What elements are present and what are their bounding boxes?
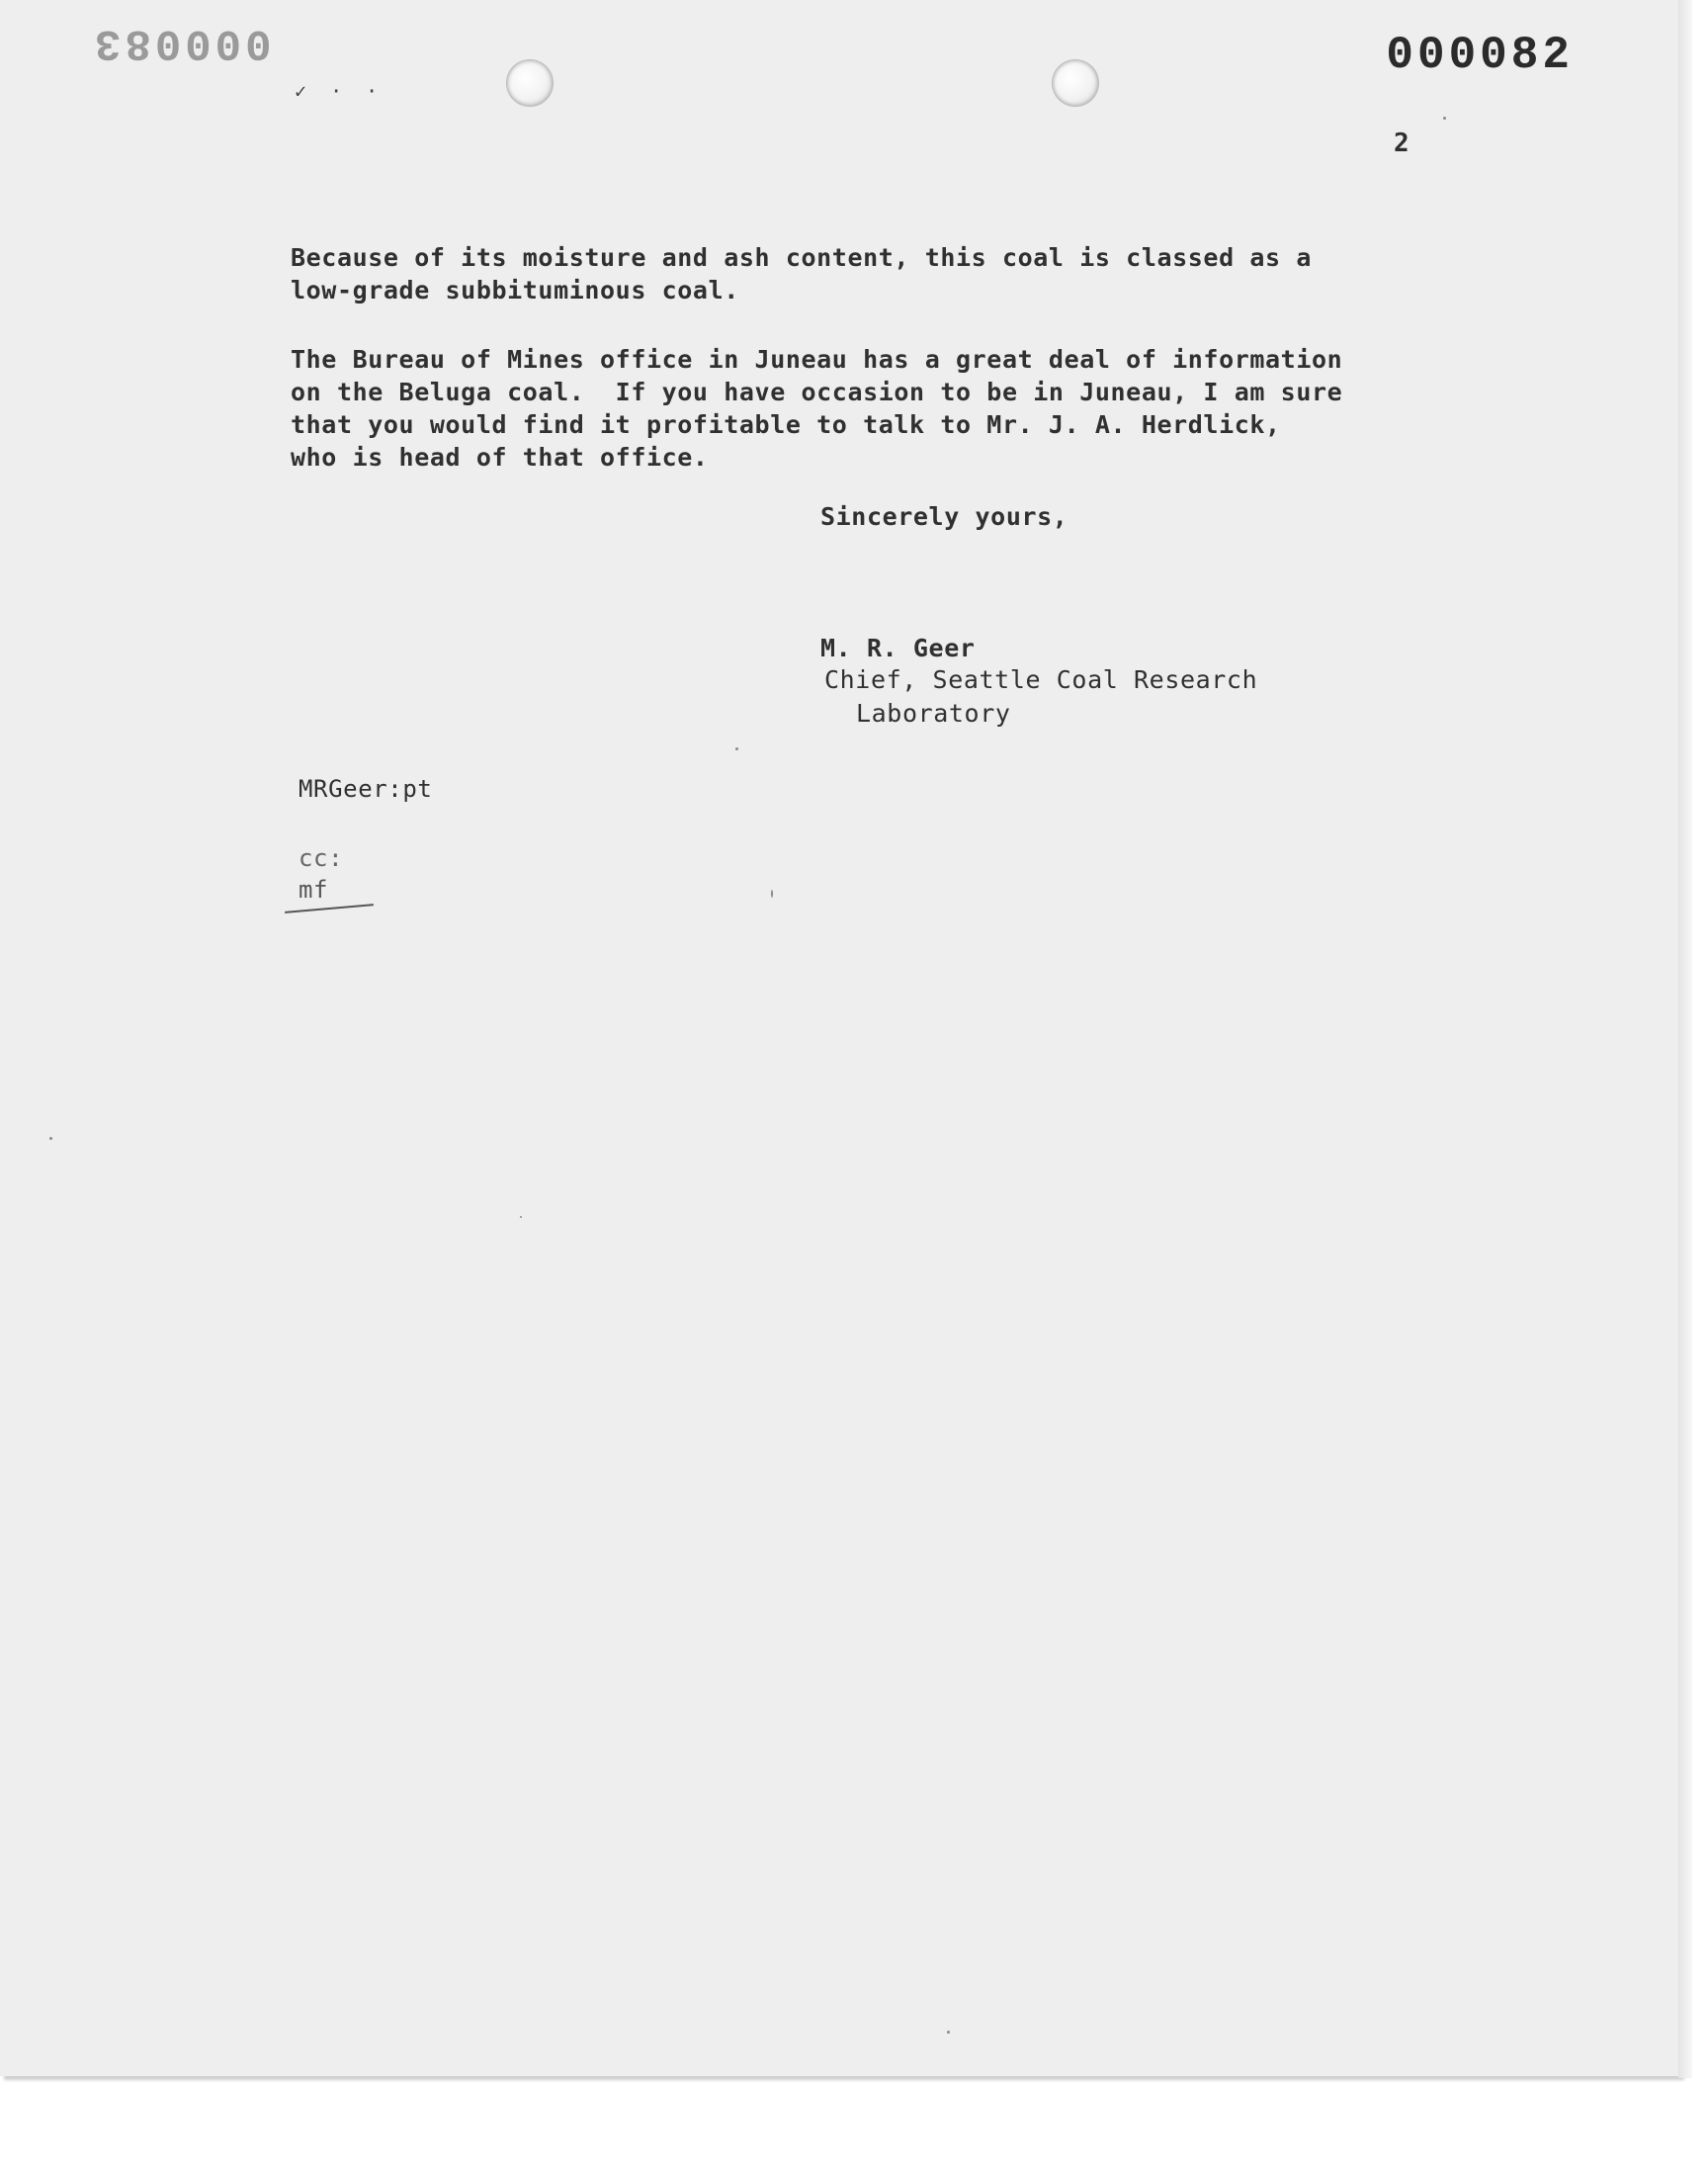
closing-salutation: Sincerely yours,	[820, 502, 1068, 531]
signatory-title-continued: Laboratory	[856, 699, 1011, 728]
paragraph-bureau-of-mines: The Bureau of Mines office in Juneau has a great deal of information on the Beluga coal. If you have occasion to be in Juneau, I am sure that you would find it profitable to talk to Mr. J. A. Herdlick, who is head of that office.	[291, 345, 1343, 472]
punch-hole-left	[506, 59, 554, 107]
punch-hole-right	[1052, 59, 1099, 107]
page-number: 2	[1394, 129, 1409, 158]
cc-label: cc:	[299, 844, 344, 872]
cc-recipient: mf	[299, 876, 329, 904]
scan-speck	[771, 890, 773, 898]
page-edge-shadow	[1678, 0, 1692, 2078]
signatory-title: Chief, Seattle Coal Research	[824, 665, 1258, 694]
signatory-name: M. R. Geer	[820, 634, 976, 662]
scan-speck	[1443, 117, 1446, 120]
paragraph-coal-classification: Because of its moisture and ash content, this coal is classed as a low-grade subbituminous coal.	[291, 243, 1312, 304]
page-stamp-number: 000082	[1386, 30, 1574, 81]
scan-speck	[947, 2031, 950, 2034]
reference-initials: MRGeer:pt	[299, 775, 433, 803]
scan-speck	[520, 1216, 522, 1218]
margin-mark: ✓ · ·	[295, 79, 384, 103]
page-stamp-upside-down: 000083	[91, 18, 272, 67]
scan-speck	[49, 1137, 52, 1140]
scan-speck	[735, 747, 738, 750]
